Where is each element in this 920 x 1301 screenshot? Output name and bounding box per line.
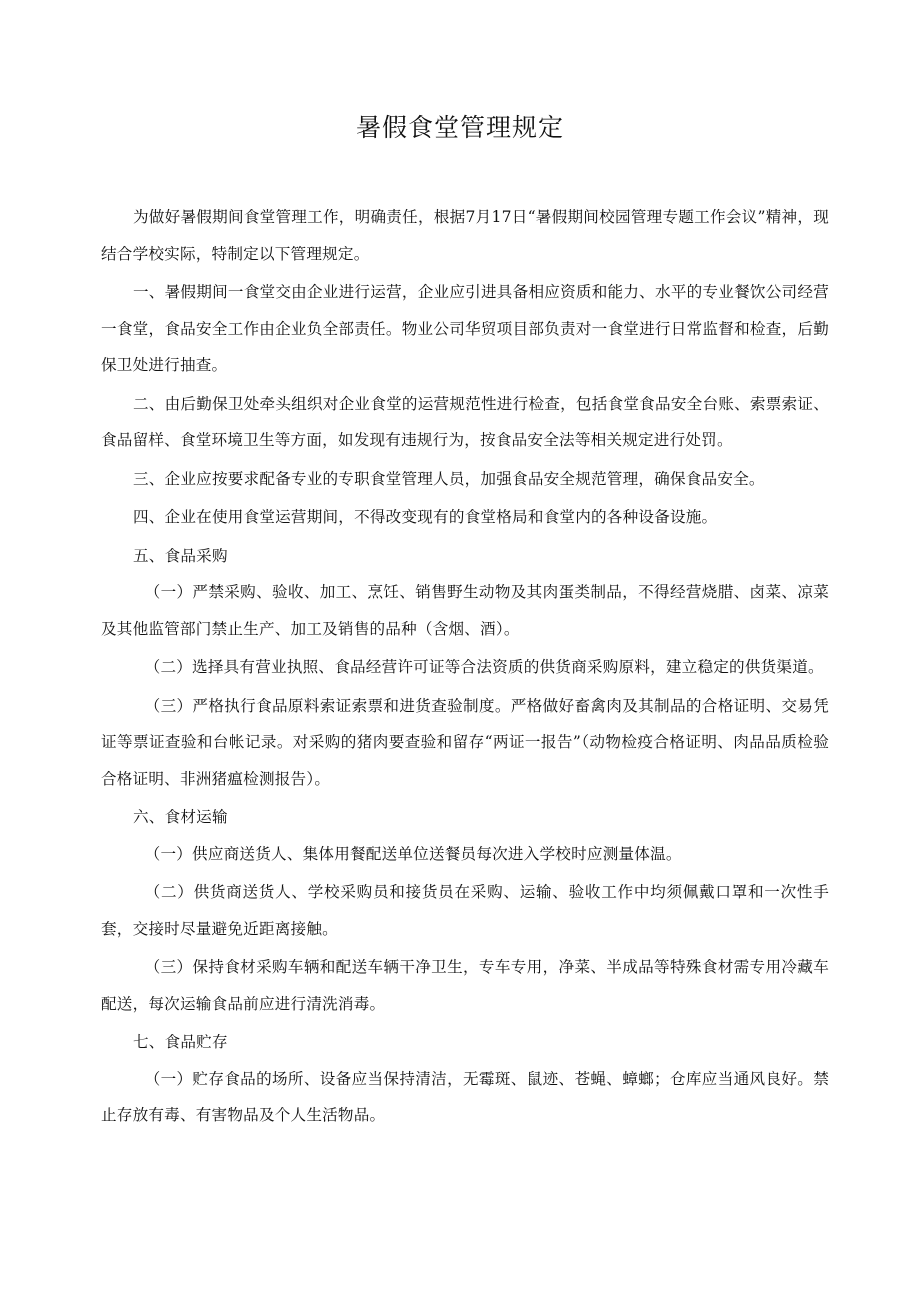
paragraph-section-3: 三、企业应按要求配备专业的专职食堂管理人员，加强食品安全规范管理，确保食品安全。 bbox=[132, 469, 765, 488]
paragraph-section-6-item-3: （三）保持食材采购车辆和配送车辆干净卫生，专车专用，净菜、半成品等特殊食材需专用冷藏车配送，每次运输食品前应进行清洗消毒。 bbox=[101, 958, 829, 1013]
paragraph-section-4: 四、企业在使用食堂运营期间，不得改变现有的食堂格局和食堂内的各种设备设施。 bbox=[132, 508, 718, 526]
document-title: 暑假食堂管理规定 bbox=[355, 113, 564, 142]
paragraph-intro: 为做好暑假期间食堂管理工作，明确责任，根据7月17日“暑假期间校园管理专题工作会议”精神，现结合学校实际，特制定以下管理规定。 bbox=[101, 208, 829, 263]
paragraph-section-2: 二、由后勤保卫处牵头组织对企业食堂的运营规范性进行检查，包括食堂食品安全台账、索票索证、食品留样、食堂环境卫生等方面，如发现有违规行为，按食品安全法等相关规定进行处罚。 bbox=[101, 394, 829, 449]
paragraph-section-7-item-1: （一）贮存食品的场所、设备应当保持清洁，无霉斑、鼠迹、苍蝇、蟑螂；仓库应当通风良好。禁止存放有毒、有害物品及个人生活物品。 bbox=[101, 1069, 829, 1124]
section-heading-7: 七、食品贮存 bbox=[132, 1033, 228, 1051]
paragraph-section-1: 一、暑假期间一食堂交由企业进行运营，企业应引进具备相应资质和能力、水平的专业餐饮公司经营一食堂，食品安全工作由企业负全部责任。物业公司华贸项目部负责对一食堂进行日常监督和检查，后勤保卫处进行抽查。 bbox=[101, 283, 829, 374]
document-body bbox=[101, 199, 829, 1136]
paragraph-section-5-item-2: （二）选择具有营业执照、食品经营许可证等合法资质的供货商采购原料，建立稳定的供货渠道。 bbox=[144, 658, 824, 676]
paragraph-section-6-item-1: （一）供应商送货人、集体用餐配送单位送餐员每次进入学校时应测量体温。 bbox=[144, 844, 682, 863]
section-heading-5: 五、食品采购 bbox=[132, 546, 228, 565]
paragraph-section-6-item-2: （二）供货商送货人、学校采购员和接货员在采购、运输、验收工作中均须佩戴口罩和一次性手套，交接时尽量避免近距离接触。 bbox=[101, 883, 829, 938]
paragraph-section-5-item-1: （一）严禁采购、验收、加工、烹饪、销售野生动物及其肉蛋类制品，不得经营烧腊、卤菜、凉菜及其他监管部门禁止生产、加工及销售的品种（含烟、酒）。 bbox=[101, 583, 829, 638]
section-heading-6: 六、食材运输 bbox=[132, 808, 228, 826]
paragraph-section-5-item-3: （三）严格执行食品原料索证索票和进货查验制度。严格做好畜禽肉及其制品的合格证明、交易凭证等票证查验和台帐记录。对采购的猪肉要查验和留存“两证一报告”（动物检疫合格证明、肉品品质检验合格证明、非洲猪瘟检测报告）。 bbox=[101, 696, 829, 788]
